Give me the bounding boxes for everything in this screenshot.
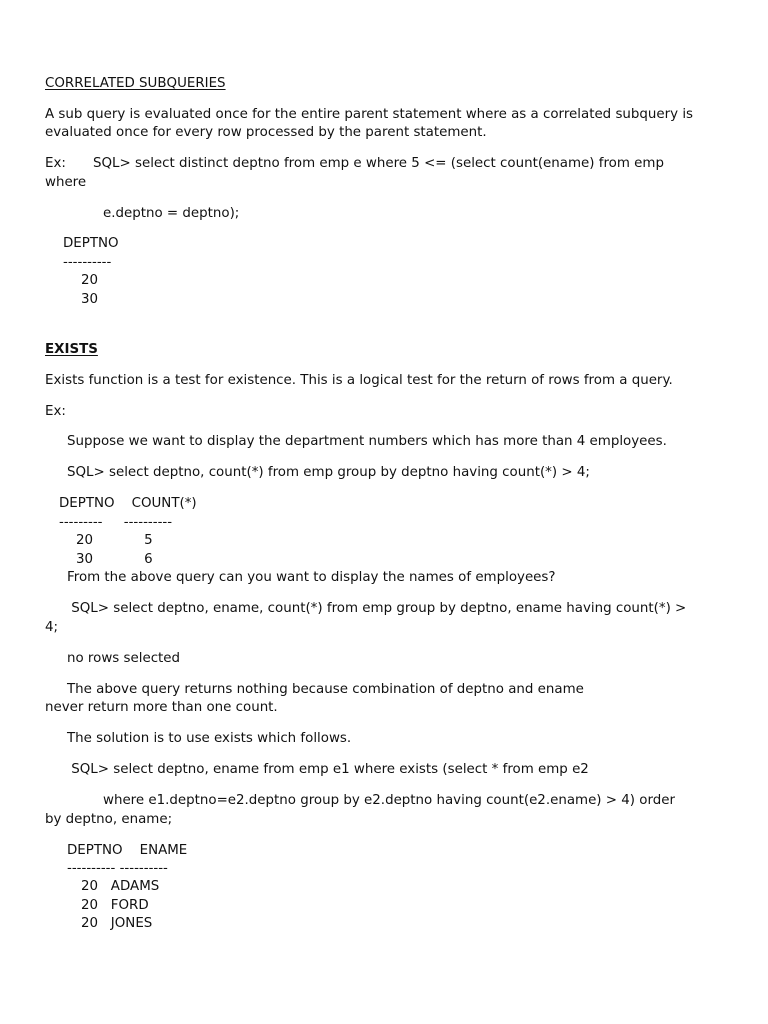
exists-heading: EXISTS: [45, 342, 98, 357]
table-separator: --------- ----------: [59, 515, 173, 530]
result-column-header: DEPTNO: [63, 236, 119, 251]
example-label: Ex:: [45, 156, 66, 171]
table-row: 20 FORD: [81, 898, 149, 913]
table-header: DEPTNO ENAME: [67, 843, 188, 858]
correlated-sql-wrap: where: [45, 175, 87, 190]
exists-sql-continuation: where e1.deptno=e2.deptno group by e2.deptno having count(e2.ename) > 4) order: [103, 793, 675, 808]
group-by-ename-sql-wrap: 4;: [45, 620, 59, 635]
example-label: Ex:: [45, 404, 66, 419]
table-row: 20 JONES: [81, 916, 153, 931]
explanation-line-2: never return more than one count.: [45, 700, 278, 715]
correlated-sql-statement: SQL> select distinct deptno from emp e where 5 <= (select count(ename) from emp: [93, 156, 664, 171]
table-separator: ---------- ----------: [67, 861, 168, 876]
correlated-sql-continuation: e.deptno = deptno);: [103, 206, 240, 221]
table-header: DEPTNO COUNT(*): [59, 496, 197, 511]
table-row: 20 ADAMS: [81, 879, 160, 894]
group-by-ename-sql-statement: SQL> select deptno, ename, count(*) from emp group by deptno, ename having count(*) >: [67, 601, 687, 616]
result-row: 30: [81, 292, 99, 307]
suppose-text: Suppose we want to display the department numbers which has more than 4 employees.: [67, 434, 667, 449]
group-by-sql-statement: SQL> select deptno, count(*) from emp group by deptno having count(*) > 4;: [67, 465, 590, 480]
explanation-line-1: The above query returns nothing because combination of deptno and ename: [67, 682, 584, 697]
table-row: 20 5: [76, 533, 153, 548]
result-row: 20: [81, 273, 99, 288]
solution-text: The solution is to use exists which follows.: [67, 731, 352, 746]
exists-sql-wrap: by deptno, ename;: [45, 812, 173, 827]
intro-paragraph-line-2: evaluated once for every row processed by the parent statement.: [45, 125, 487, 140]
result-separator: ----------: [63, 255, 112, 270]
intro-paragraph-line-1: A sub query is evaluated once for the entire parent statement where as a correlated subquery is: [45, 107, 694, 122]
exists-sql-statement: SQL> select deptno, ename from emp e1 where exists (select * from emp e2: [67, 762, 589, 777]
correlated-subqueries-heading: CORRELATED SUBQUERIES: [45, 76, 226, 91]
table-row: 30 6: [76, 552, 153, 567]
from-above-question: From the above query can you want to display the names of employees?: [67, 570, 556, 585]
exists-paragraph: Exists function is a test for existence. This is a logical test for the return of rows from a query.: [45, 373, 673, 388]
no-rows-selected-message: no rows selected: [67, 651, 181, 666]
